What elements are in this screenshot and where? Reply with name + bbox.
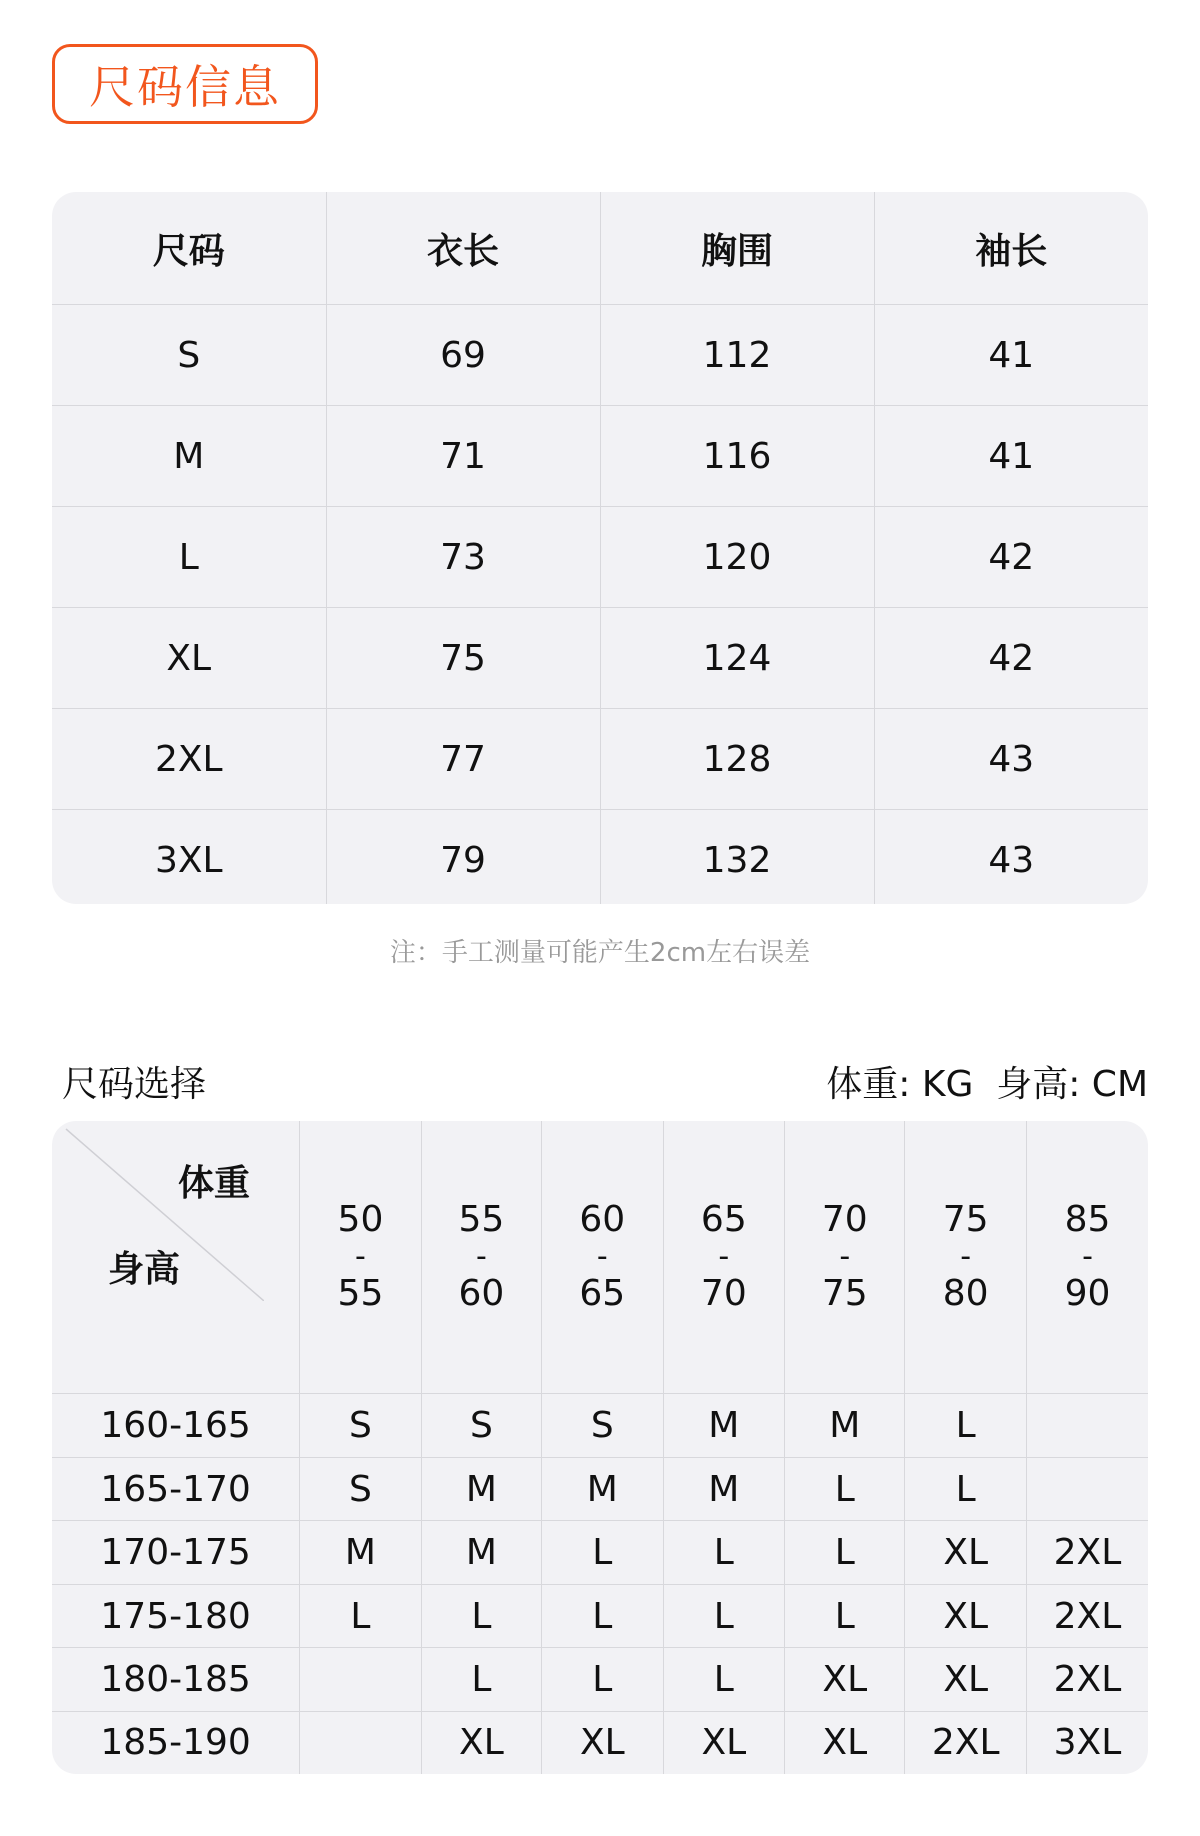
range-bound: 55 [337,1273,384,1315]
table-row [52,608,1148,709]
table-cell: 43 [874,709,1148,810]
height-range-cell: 185-190 [52,1711,300,1774]
range-bound: 50 [337,1199,384,1241]
table-row [52,709,1148,810]
recommended-size-cell: L [300,1584,422,1647]
recommended-size-cell: M [785,1394,905,1457]
table-cell: 71 [326,406,600,507]
table-row [52,1521,1148,1584]
recommended-size-cell: L [905,1394,1027,1457]
header-cell: 胸围 [600,192,874,305]
table-cell: XL [52,608,326,709]
table-cell: 132 [600,810,874,905]
table-cell: 41 [874,305,1148,406]
recommended-size-cell: L [785,1584,905,1647]
table-cell: 73 [326,507,600,608]
recommended-size-cell: S [542,1394,664,1457]
table-row [52,406,1148,507]
recommended-size-cell: L [542,1584,664,1647]
recommended-size-cell: 2XL [1026,1584,1148,1647]
weight-range-header [421,1121,541,1394]
range-dash: - [960,1239,972,1275]
range-bound: 60 [458,1273,505,1315]
range-dash: - [839,1239,851,1275]
table-cell: 69 [326,305,600,406]
recommended-size-cell: S [300,1457,422,1520]
corner-height-label: 身高 [108,1249,181,1290]
range-bound: 60 [579,1199,626,1241]
range-bound: 80 [942,1273,989,1315]
recommended-size-cell: L [663,1521,785,1584]
table-cell: 79 [326,810,600,905]
table-cell: 128 [600,709,874,810]
recommended-size-cell: L [421,1648,541,1711]
recommended-size-cell: S [421,1394,541,1457]
table-row [52,1711,1148,1774]
recommended-size-cell: XL [421,1711,541,1774]
recommended-size-cell: XL [905,1584,1027,1647]
height-range-cell: 160-165 [52,1394,300,1457]
selection-units: 体重: KG 身高: CM [826,1064,1148,1105]
recommended-size-cell [1026,1394,1148,1457]
recommended-size-cell: 3XL [1026,1711,1148,1774]
range-dash: - [718,1239,730,1275]
range-bound: 75 [942,1199,989,1241]
table-row [52,1457,1148,1520]
recommended-size-cell: M [542,1457,664,1520]
recommended-size-cell: XL [905,1521,1027,1584]
weight-range-header [542,1121,664,1394]
weight-range-header [663,1121,785,1394]
recommended-size-cell: L [663,1648,785,1711]
recommended-size-cell: 2XL [905,1711,1027,1774]
recommended-size-cell: M [421,1521,541,1584]
table-cell: 120 [600,507,874,608]
recommended-size-cell: 2XL [1026,1648,1148,1711]
recommended-size-cell: M [663,1457,785,1520]
height-range-cell: 170-175 [52,1521,300,1584]
recommended-size-cell: L [663,1584,785,1647]
weight-range-header [785,1121,905,1394]
table-cell: S [52,305,326,406]
size-selection-table [52,1121,1148,1774]
size-table [52,192,1148,904]
header-cell: 尺码 [52,192,326,305]
recommended-size-cell: XL [905,1648,1027,1711]
measurement-note: 注：手工测量可能产生2cm左右误差 [389,938,811,968]
height-range-cell: 175-180 [52,1584,300,1647]
weight-range-header [300,1121,422,1394]
table-cell: 41 [874,406,1148,507]
recommended-size-cell: L [905,1457,1027,1520]
weight-header-row [52,1121,1148,1394]
size-table-header [52,192,1148,305]
recommended-size-cell: M [421,1457,541,1520]
header-cell: 袖长 [975,230,1048,272]
recommended-size-cell: L [785,1457,905,1520]
height-range-cell: 180-185 [52,1648,300,1711]
recommended-size-cell: XL [785,1711,905,1774]
corner-weight-label: 体重 [178,1163,251,1204]
table-cell: 77 [326,709,600,810]
table-cell: M [52,406,326,507]
table-cell: 124 [600,608,874,709]
table-cell: 42 [874,507,1148,608]
table-row [52,1648,1148,1711]
height-range-cell: 165-170 [52,1457,300,1520]
table-cell: 75 [326,608,600,709]
recommended-size-cell: L [421,1584,541,1647]
range-dash: - [475,1239,487,1275]
range-dash: - [1082,1239,1093,1275]
table-cell: 112 [600,305,874,406]
range-bound: 75 [821,1273,868,1315]
range-bound: 65 [579,1273,626,1315]
recommended-size-cell: L [542,1521,664,1584]
recommended-size-cell: M [663,1394,785,1457]
recommended-size-cell: 2XL [1026,1521,1148,1584]
range-bound: 70 [821,1199,868,1241]
recommended-size-cell: S [300,1394,422,1457]
section-badge: 尺码信息 [52,44,318,124]
table-cell: 116 [600,406,874,507]
range-bound: 70 [700,1273,747,1315]
table-row [52,305,1148,406]
table-cell: 2XL [52,709,326,810]
weight-range-header [1026,1121,1148,1394]
range-dash: - [355,1239,366,1275]
range-bound: 90 [1064,1273,1111,1315]
table-row [52,1394,1148,1457]
table-cell: 43 [874,810,1148,905]
range-bound: 55 [458,1199,505,1241]
recommended-size-cell: XL [785,1648,905,1711]
recommended-size-cell: L [785,1521,905,1584]
table-row [52,1584,1148,1647]
range-bound: 85 [1064,1199,1111,1241]
table-cell: 42 [874,608,1148,709]
recommended-size-cell: XL [663,1711,785,1774]
range-bound: 65 [700,1199,747,1241]
table-cell: L [52,507,326,608]
range-dash: - [596,1239,608,1275]
corner-cell [52,1121,300,1394]
recommended-size-cell [300,1648,422,1711]
table-row [52,507,1148,608]
weight-range-header [905,1121,1027,1394]
recommended-size-cell: XL [542,1711,664,1774]
recommended-size-cell [1026,1457,1148,1520]
selection-title: 尺码选择 [62,1064,207,1105]
table-cell: 3XL [52,810,326,905]
recommended-size-cell: M [300,1521,422,1584]
recommended-size-cell [300,1711,422,1774]
recommended-size-cell: L [542,1648,664,1711]
table-row [52,810,1148,905]
header-cell: 衣长 [326,192,600,305]
